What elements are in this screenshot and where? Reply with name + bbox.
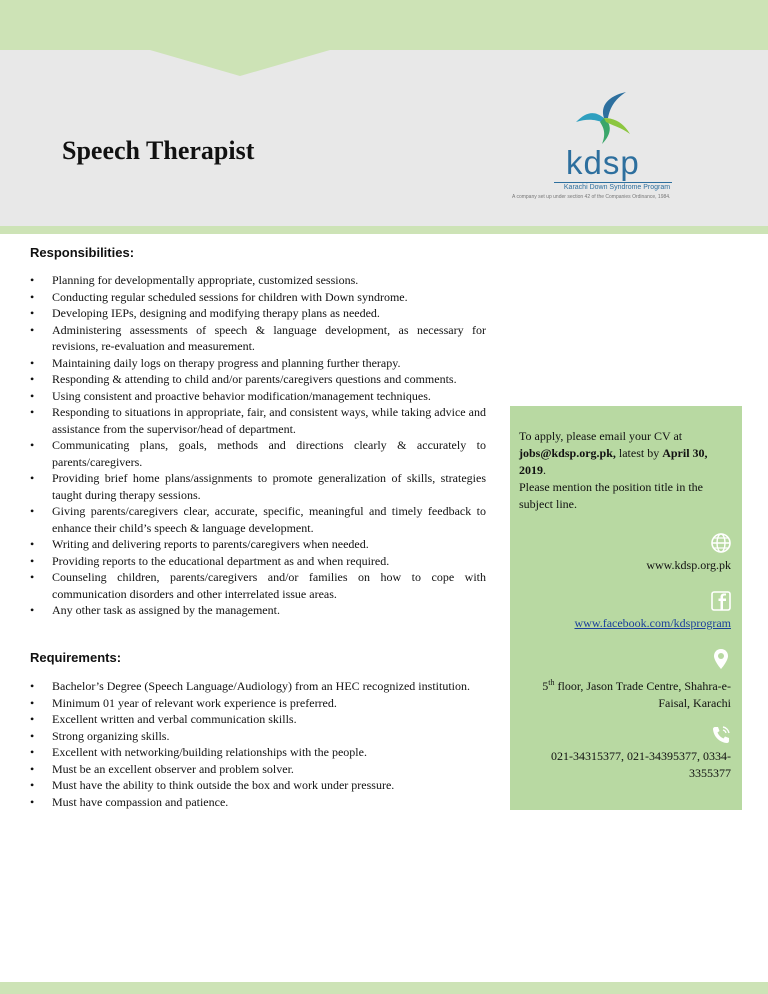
page-title: Speech Therapist: [62, 136, 255, 165]
list-item: • Writing and delivering reports to parents/caregivers when needed.: [30, 536, 486, 553]
responsibilities-heading: Responsibilities:: [30, 245, 135, 260]
logo-divider: [554, 182, 672, 183]
list-item: • Responding & attending to child and/or parents/caregivers questions and comments.: [30, 371, 486, 388]
list-item: • Using consistent and proactive behavior modification/management techniques.: [30, 388, 486, 405]
list-item: • Conducting regular scheduled sessions for children with Down syndrome.: [30, 289, 486, 306]
top-green-band: [0, 0, 768, 50]
list-item: • Planning for developmentally appropriate, customized sessions.: [30, 272, 486, 289]
logo-subtitle: Karachi Down Syndrome Program: [563, 184, 671, 191]
address-floor: 5: [542, 679, 549, 693]
apply-intro: To apply, please email your CV at: [519, 429, 683, 443]
list-item: • Communicating plans, goals, methods and directions clearly & accurately to parents/caregivers.: [30, 437, 486, 470]
list-item: • Responding to situations in appropriate, fair, and consistent ways, while taking advice and assistance from the supervisor/head of department.: [30, 404, 486, 437]
list-item: • Providing reports to the educational department as and when required.: [30, 553, 486, 570]
list-item: • Excellent written and verbal communication skills.: [30, 711, 486, 728]
list-item: • Administering assessments of speech & language development, as necessary for revisions, re-evaluation and measurement.: [30, 322, 486, 355]
apply-deadline: April 30, 2019: [519, 446, 708, 477]
list-item: • Counseling children, parents/caregivers and/or families on how to cope with communication disorders and other interrelated issue areas.: [30, 569, 486, 602]
facebook-link[interactable]: www.facebook.com/kdsprogram: [574, 616, 731, 630]
list-item: • Must have the ability to think outside the box and work under pressure.: [30, 777, 486, 794]
apply-mention: Please mention the position title in the subject line.: [519, 480, 703, 511]
list-item: • Developing IEPs, designing and modifying therapy plans as needed.: [30, 305, 486, 322]
list-item: • Maintaining daily logs on therapy progress and planning further therapy.: [30, 355, 486, 372]
list-item: • Strong organizing skills.: [30, 728, 486, 745]
address-text: [519, 674, 731, 712]
bottom-green-band: [0, 982, 768, 994]
contact-sidebar: [510, 406, 742, 810]
header-notch: [0, 50, 768, 78]
apply-email[interactable]: jobs@kdsp.org.pk,: [519, 446, 616, 460]
list-item: • Excellent with networking/building relationships with the people.: [30, 744, 486, 761]
apply-instructions: [519, 428, 735, 513]
list-item: • Bachelor’s Degree (Speech Language/Audiology) from an HEC recognized institution.: [30, 678, 486, 695]
globe-icon: [710, 532, 732, 554]
website-link[interactable]: www.kdsp.org.pk: [646, 558, 731, 572]
logo-wordmark: kdsp: [566, 144, 640, 181]
list-item: • Providing brief home plans/assignments to promote generalization of skills, strategies taught during therapy sessions.: [30, 470, 486, 503]
list-item: • Must be an excellent observer and problem solver.: [30, 761, 486, 778]
requirements-heading: Requirements:: [30, 650, 122, 665]
facebook-icon: [710, 590, 732, 612]
address-rest: floor, Jason Trade Centre, Shahra-e-Faisal, Karachi: [554, 679, 731, 710]
logo-note: A company set up under section 42 of the Companies Ordinance, 1984.: [512, 194, 671, 200]
address-superscript: th: [548, 678, 555, 687]
list-item: • Giving parents/caregivers clear, accurate, specific, meaningful and timely feedback to enhance their child’s speech & language development.: [30, 503, 486, 536]
phone-icon: [710, 724, 732, 746]
apply-deadline-end: .: [543, 463, 546, 477]
list-item: • Must have compassion and patience.: [30, 794, 486, 811]
list-item: • Minimum 01 year of relevant work experience is preferred.: [30, 695, 486, 712]
location-pin-icon: [710, 648, 732, 670]
phone-numbers: 021-34315377, 021-34395377, 0334-3355377: [551, 749, 731, 780]
list-item: • Any other task as assigned by the management.: [30, 602, 486, 619]
kdsp-logo: [512, 88, 712, 203]
pinwheel-logo-icon: [564, 88, 644, 146]
header-divider-band: [0, 226, 768, 234]
requirements-list: [30, 678, 486, 810]
responsibilities-list: [30, 272, 486, 619]
apply-latest-by: latest by: [615, 446, 663, 460]
